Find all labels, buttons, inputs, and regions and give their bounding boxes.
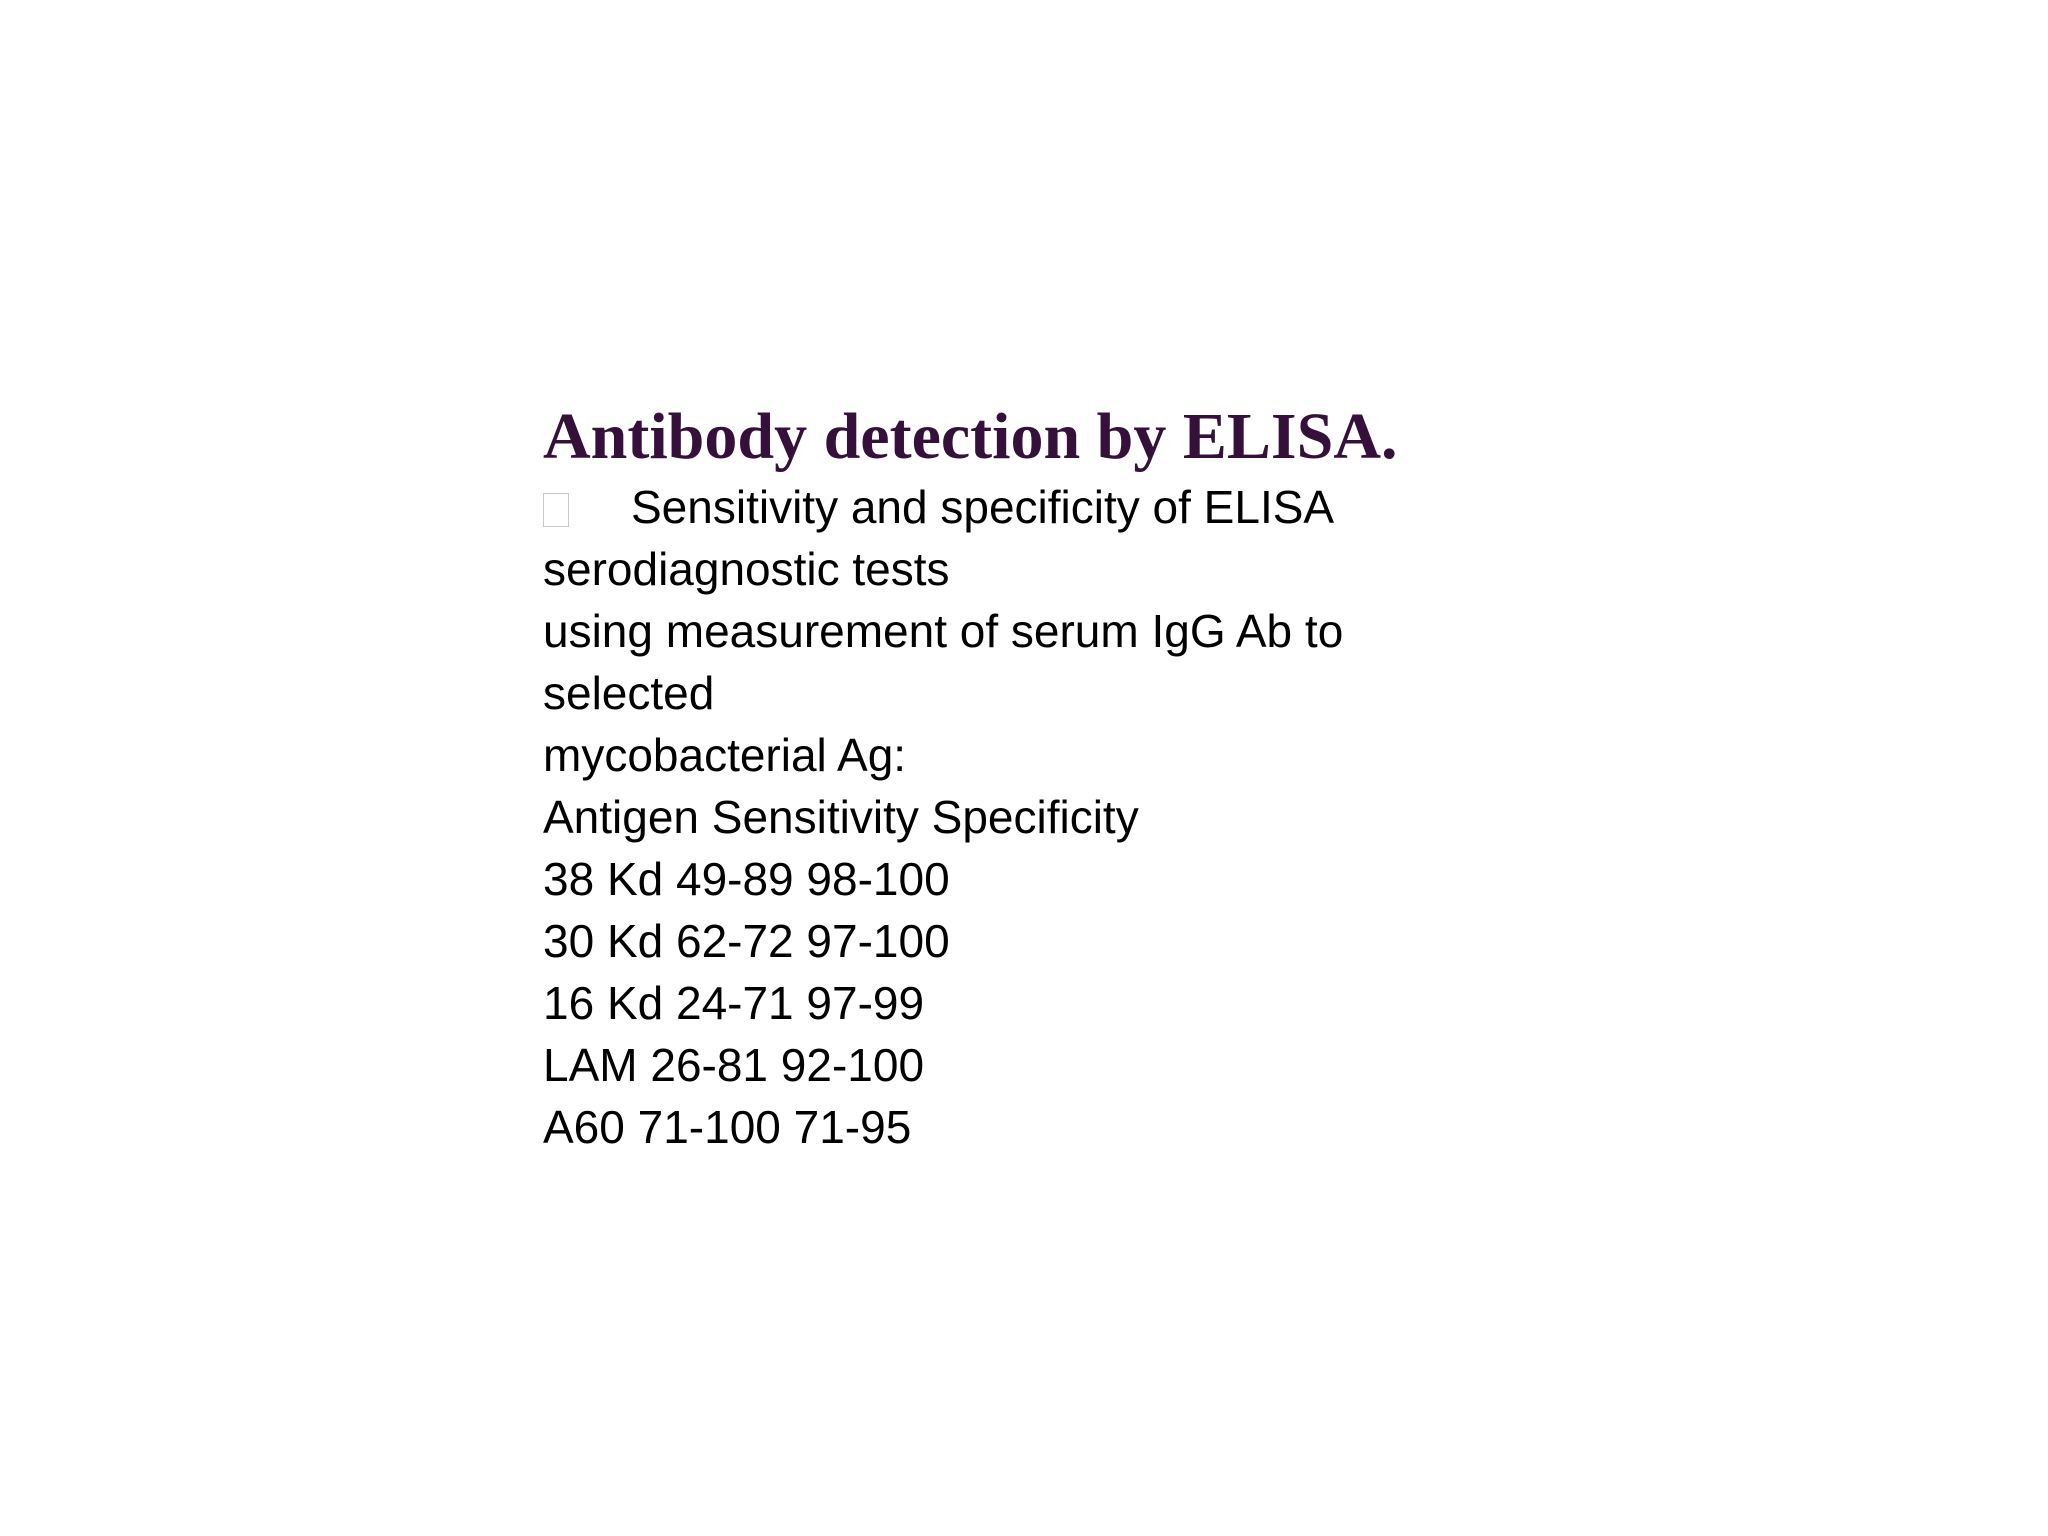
slide-body — [543, 476, 1543, 1158]
table-row: LAM 26-81 92-100 — [543, 1039, 925, 1091]
intro-line-4: selected — [543, 667, 715, 719]
bullet-line — [543, 476, 1543, 538]
missing-glyph-box-icon — [543, 493, 569, 527]
table-row: 30 Kd 62-72 97-100 — [543, 915, 950, 967]
intro-line-5: mycobacterial Ag: — [543, 729, 907, 781]
table-header: Antigen Sensitivity Specificity — [543, 791, 1139, 843]
slide-content — [543, 398, 1543, 1158]
slide-title: Antibody detection by ELISA. — [543, 400, 1398, 473]
intro-line-3: using measurement of serum IgG Ab to — [543, 605, 1344, 657]
intro-line-2: serodiagnostic tests — [543, 543, 950, 595]
table-row: 16 Kd 24-71 97-99 — [543, 977, 925, 1029]
intro-line-1: Sensitivity and specificity of ELISA — [631, 481, 1335, 533]
table-row: 38 Kd 49-89 98-100 — [543, 853, 950, 905]
table-row: A60 71-100 71-95 — [543, 1101, 912, 1153]
